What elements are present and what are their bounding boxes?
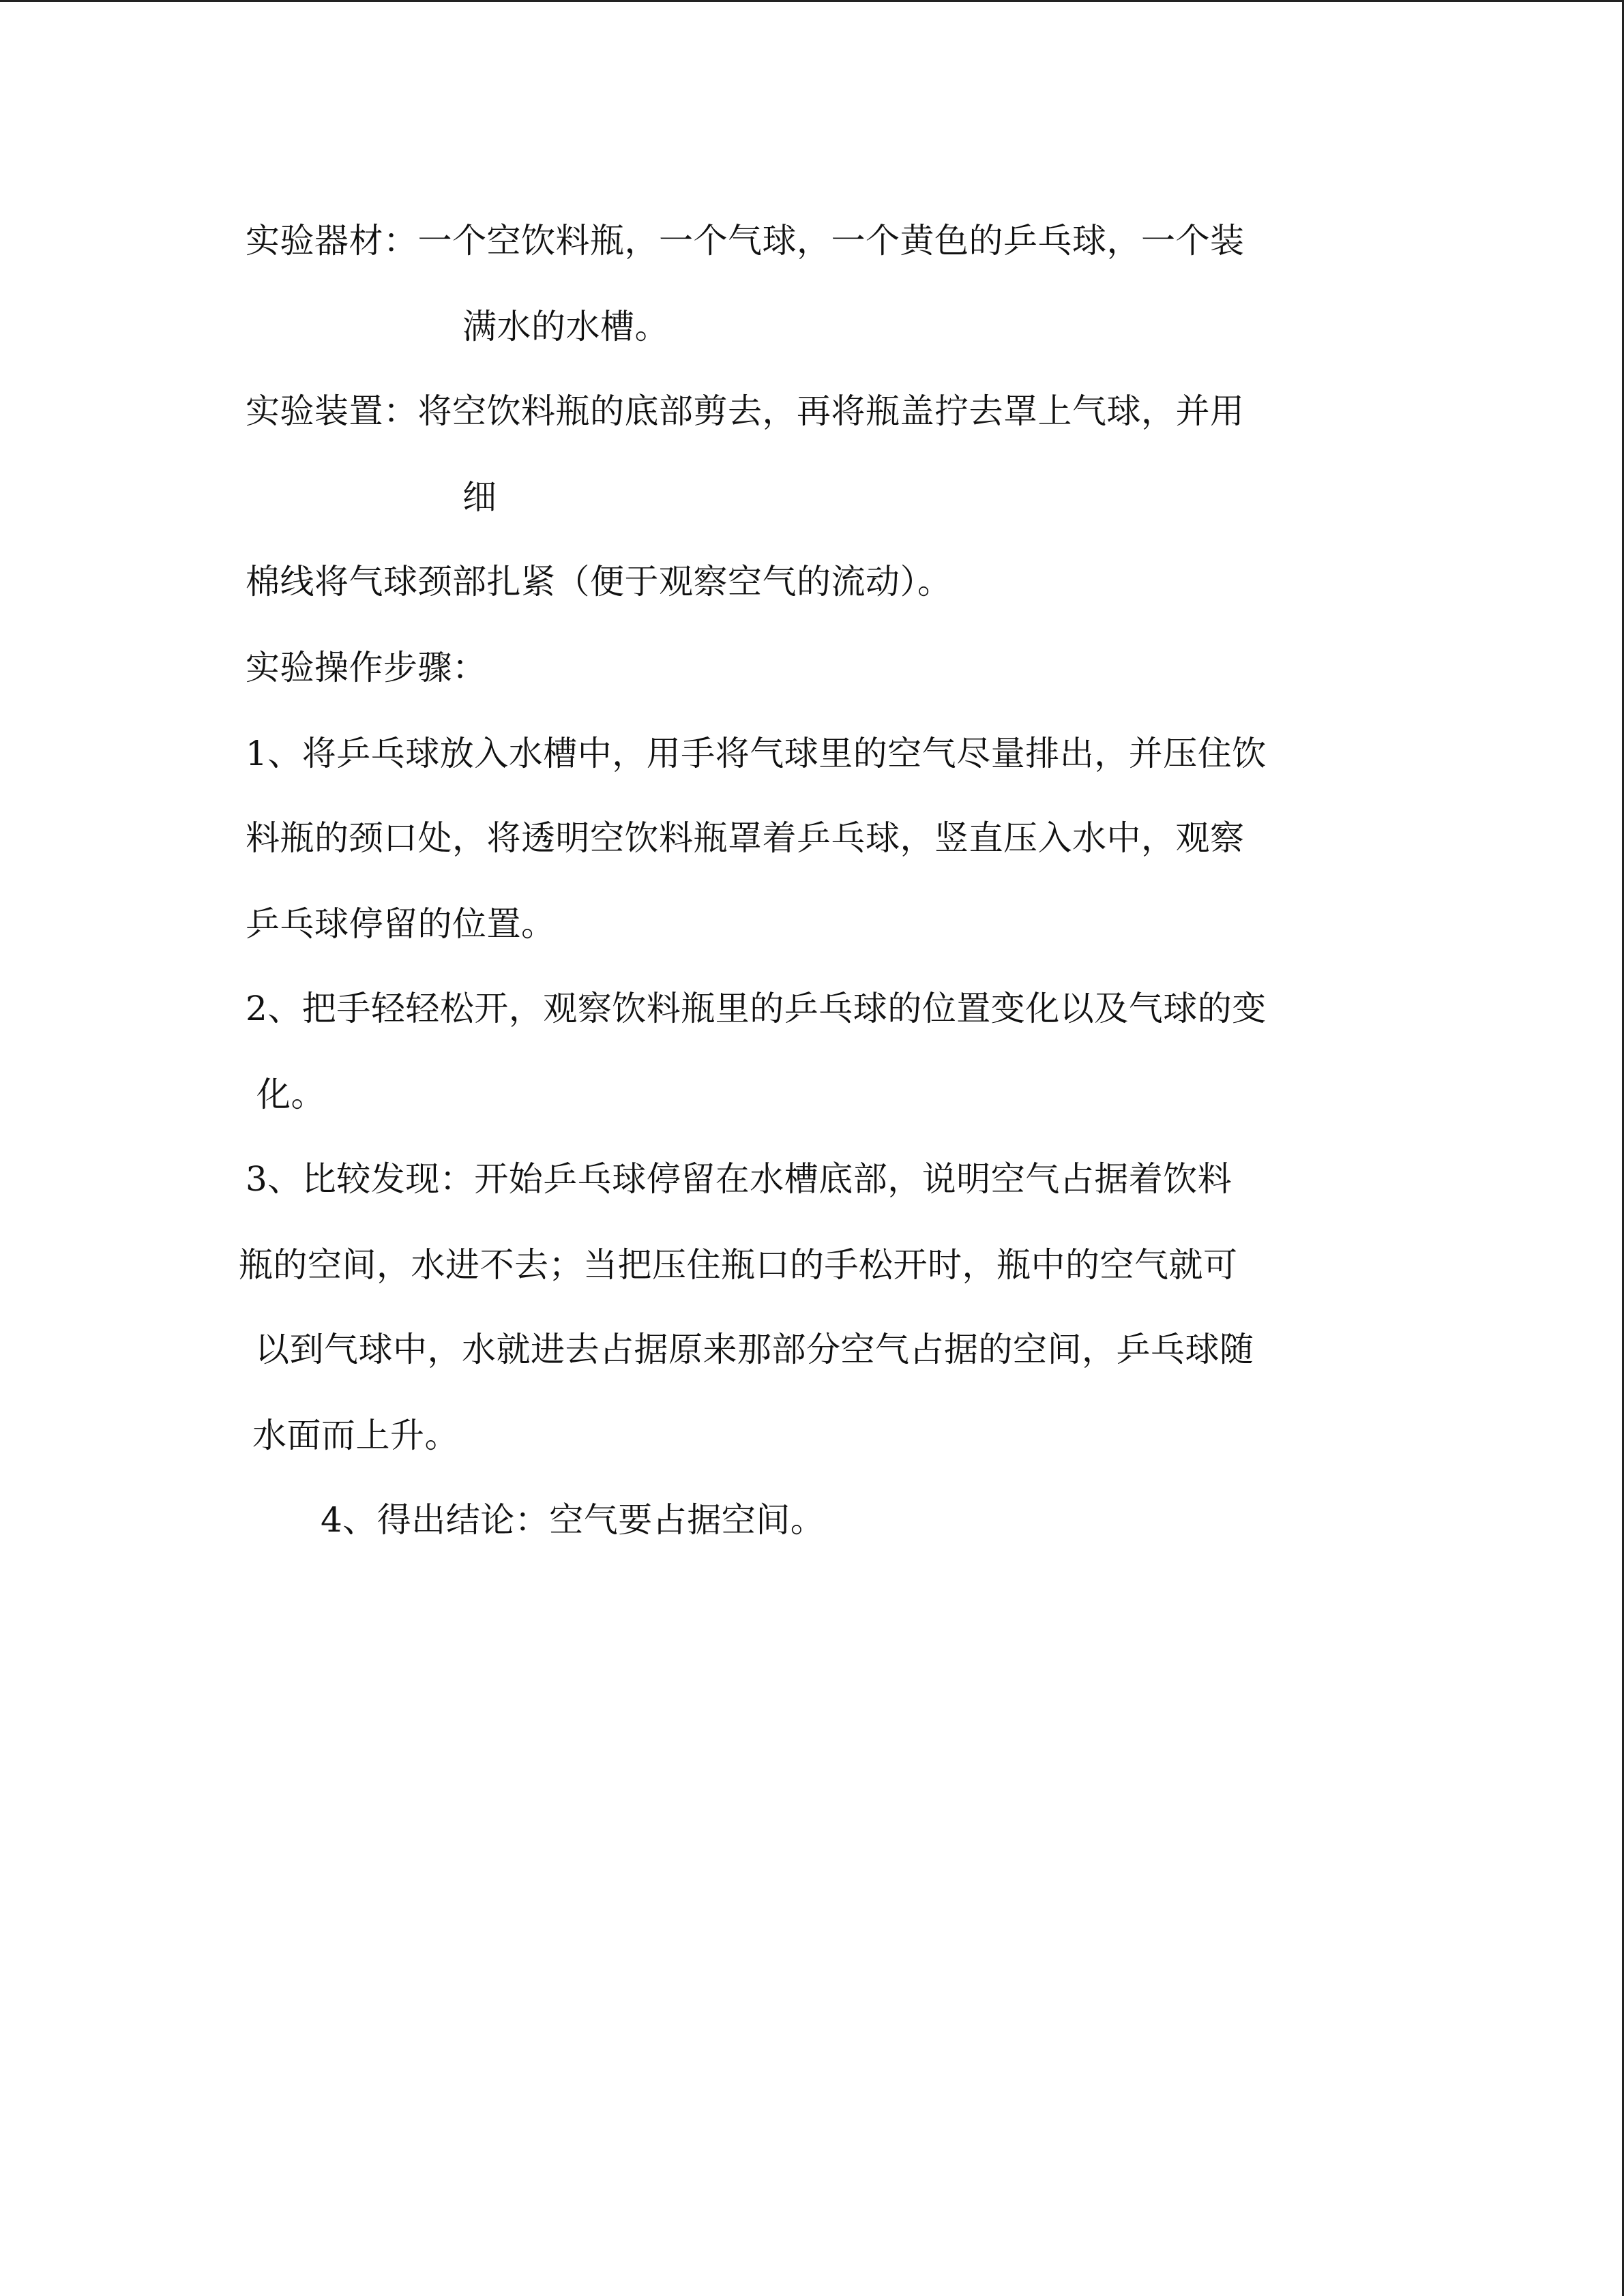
step-3-line-4: 水面而上升。 [252, 1416, 459, 1455]
step-4-conclusion: 4、得出结论：空气要占据空间。 [321, 1500, 825, 1540]
step-3-line-2: 瓶的空间，水进不去；当把压住瓶口的手松开时，瓶中的空气就可 [239, 1245, 1238, 1285]
step-1-line-3: 乒乓球停留的位置。 [246, 904, 556, 944]
step-1-line-1: 1、将乒乓球放入水槽中，用手将气球里的空气尽量排出，并压住饮 [246, 734, 1267, 773]
step-1-line-2: 料瓶的颈口处，将透明空饮料瓶罩着乒乓球，竖直压入水中，观察 [246, 818, 1245, 858]
step-2-line-2: 化。 [256, 1075, 325, 1114]
setup-line-1: 实验装置：将空饮料瓶的底部剪去，再将瓶盖拧去罩上气球，并用 [246, 391, 1245, 431]
materials-line-1: 实验器材：一个空饮料瓶，一个气球，一个黄色的乒乓球，一个装 [246, 221, 1245, 260]
materials-line-2: 满水的水槽。 [462, 307, 669, 346]
step-3-line-1: 3、比较发现：开始乒乓球停留在水槽底部，说明空气占据着饮料 [246, 1159, 1232, 1199]
steps-heading: 实验操作步骤： [246, 648, 487, 687]
setup-line-3: 棉线将气球颈部扎紧（便于观察空气的流动）。 [246, 562, 952, 601]
setup-line-2: 细 [462, 477, 497, 517]
step-2-line-1: 2、把手轻轻松开，观察饮料瓶里的乒乓球的位置变化以及气球的变 [246, 989, 1267, 1028]
step-3-line-3: 以到气球中，水就进去占据原来那部分空气占据的空间，乒乓球随 [255, 1330, 1254, 1369]
